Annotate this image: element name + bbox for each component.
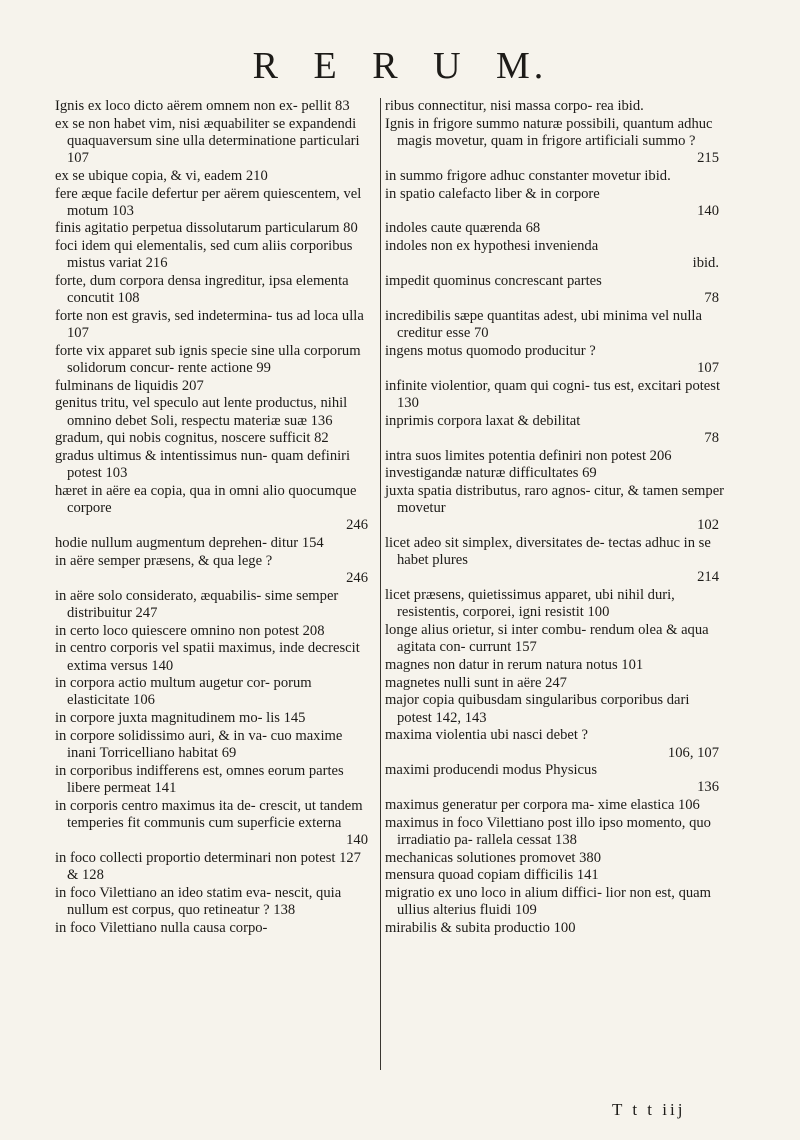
entry-text: in corpore juxta magnitudinem mo- lis 145	[55, 710, 306, 727]
entry-page-ref: 78	[704, 429, 719, 446]
entry-text: hæret in aëre ea copia, qua in omni alio quocumque corpore	[55, 482, 357, 517]
index-entry	[385, 413, 725, 447]
entry-text: gradum, qui nobis cognitus, noscere sufficit 82	[55, 430, 329, 447]
index-entry	[385, 675, 725, 692]
index-entry	[55, 588, 374, 622]
entry-text: in aëre solo considerato, æquabilis- sime semper distribuitur 247	[55, 587, 339, 621]
index-entry	[55, 535, 374, 552]
index-entry	[385, 535, 725, 587]
entry-text: forte, dum corpora densa ingreditur, ipsa elementa concutit 108	[55, 273, 349, 307]
entry-page-ref: ibid.	[692, 255, 719, 272]
index-entry	[55, 430, 374, 447]
entry-page-ref: 136	[697, 779, 719, 796]
index-entry	[55, 640, 374, 674]
index-entry	[385, 885, 725, 919]
entry-text: mensura quoad copiam difficilis 141	[385, 867, 599, 884]
entry-text: in aëre semper præsens, & qua lege ?	[55, 552, 273, 569]
entry-text: forte vix apparet sub ignis specie sine ulla corporum solidorum concur- rente actione 99	[55, 342, 361, 377]
entry-text: investigandæ naturæ difficultates 69	[385, 465, 597, 482]
entry-text: in corporis centro maximus ita de- crescit, ut tandem temperies fit communis cum superficie externa	[55, 797, 363, 831]
index-entry	[385, 622, 725, 656]
index-entry	[55, 850, 374, 884]
entry-text: intra suos limites potentia definiri non potest 206	[385, 447, 672, 464]
index-entry	[55, 728, 374, 762]
signature-mark: T t t iij	[612, 1100, 686, 1119]
index-entry	[55, 483, 374, 535]
index-entry	[385, 762, 725, 796]
index-entry	[385, 98, 725, 115]
entry-page-ref: 106, 107	[667, 744, 719, 761]
index-entry	[55, 623, 374, 640]
entry-text: inprimis corpora laxat & debilitat	[385, 412, 581, 429]
entry-text: in certo loco quiescere omnino non potest 208	[55, 622, 325, 639]
index-entry	[55, 885, 374, 919]
entry-text: fere æque facile defertur per aërem quiescentem, vel motum 103	[55, 185, 362, 219]
index-entry	[385, 465, 725, 482]
entry-text: forte non est gravis, sed indetermina- tus ad loca ulla 107	[55, 307, 364, 342]
entry-text: ingens motus quomodo producitur ?	[385, 342, 596, 359]
entry-text: major copia quibusdam singularibus corporibus dari potest 142, 143	[385, 692, 690, 726]
entry-page-ref: 107	[697, 360, 719, 377]
index-entry	[55, 553, 374, 587]
entry-text: licet adeo sit simplex, diversitates de- tectas adhuc in se habet plures	[385, 535, 711, 569]
entry-text: maximus generatur per corpora ma- xime elastica 106	[385, 797, 700, 814]
entry-text: magnetes nulli sunt in aëre 247	[385, 674, 567, 691]
entry-text: migratio ex uno loco in alium diffici- lior non est, quam ullius alterius fluidi 109	[385, 885, 712, 919]
entry-text: in summo frigore adhuc constanter movetur ibid.	[385, 167, 671, 184]
entry-text: mirabilis & subita productio 100	[385, 920, 576, 937]
index-entry	[55, 448, 374, 482]
index-entry	[385, 343, 725, 377]
index-entry	[385, 220, 725, 237]
index-entry	[385, 116, 725, 168]
page-header: R E R U M.	[252, 45, 548, 87]
entry-text: maximi producendi modus Physicus	[385, 762, 598, 779]
index-entry	[385, 448, 725, 465]
index-entry	[385, 186, 725, 220]
entry-page-ref: 246	[346, 569, 368, 586]
index-entry	[385, 238, 725, 272]
index-entry	[55, 220, 374, 237]
index-entry	[55, 710, 374, 727]
entry-text: maxima violentia ubi nasci debet ?	[385, 727, 589, 744]
index-entry	[385, 692, 725, 726]
entry-text: foci idem qui elementalis, sed cum aliis corporibus mistus variat 216	[55, 238, 353, 272]
index-entry	[385, 920, 725, 937]
entry-text: fulminans de liquidis 207	[55, 377, 204, 394]
entry-text: finis agitatio perpetua dissolutarum particularum 80	[55, 220, 358, 237]
entry-text: in foco Vilettiano an ideo statim eva- nescit, quia nullum est corpus, quo retineatur ? 138	[55, 884, 342, 918]
entry-text: in foco collecti proportio determinari non potest 127 & 128	[55, 849, 361, 883]
entry-text: in corpora actio multum augetur cor- porum elasticitate 106	[55, 675, 312, 709]
entry-text: infinite violentior, quam qui cogni- tus est, excitari potest 130	[385, 377, 721, 411]
entry-text: longe alius orietur, si inter combu- rendum olea & aqua agitata con- currunt 157	[385, 622, 709, 656]
index-entry	[385, 727, 725, 761]
index-entry	[55, 308, 374, 342]
entry-text: gradus ultimus & intentissimus nun- quam definiri potest 103	[55, 448, 351, 482]
entry-text: licet præsens, quietissimus apparet, ubi nihil duri, resistentis, corporei, igni resistit 100	[385, 587, 675, 621]
index-entry	[385, 168, 725, 185]
entry-text: mechanicas solutiones promovet 380	[385, 849, 602, 866]
entry-text: ex se ubique copia, & vi, eadem 210	[55, 167, 268, 184]
entry-text: in corpore solidissimo auri, & in va- cuo maxime inani Torricelliano habitat 69	[55, 727, 343, 762]
index-entry	[385, 273, 725, 307]
index-entry	[55, 395, 374, 429]
entry-text: impedit quominus concrescant partes	[385, 273, 602, 290]
index-entry	[55, 116, 374, 168]
entry-text: Ignis ex loco dicto aërem omnem non ex- pellit 83	[55, 98, 350, 114]
entry-page-ref: 214	[697, 569, 719, 586]
index-entry	[385, 587, 725, 621]
entry-text: in centro corporis vel spatii maximus, inde decrescit extima versus 140	[55, 640, 360, 674]
index-entry	[385, 850, 725, 867]
entry-text: maximus in foco Vilettiano post illo ipso momento, quo irradiatio pa- rallela cessat 138	[385, 814, 711, 849]
entry-page-ref: 215	[697, 150, 719, 167]
index-entry	[385, 378, 725, 412]
index-entry	[55, 238, 374, 272]
index-entry	[55, 186, 374, 220]
index-entry	[385, 308, 725, 342]
entry-text: ex se non habet vim, nisi æquabiliter se expandendi quaquaversum sine ulla determinatione particulari 107	[55, 115, 360, 167]
entry-text: incredibilis sæpe quantitas adest, ubi minima vel nulla creditur esse 70	[385, 307, 702, 342]
entry-page-ref: 102	[697, 517, 719, 534]
index-entry	[55, 378, 374, 395]
left-column	[55, 98, 381, 1070]
entry-page-ref: 140	[346, 832, 368, 849]
entry-text: indoles non ex hypothesi invenienda	[385, 238, 599, 255]
right-column	[385, 98, 725, 938]
index-entry	[55, 168, 374, 185]
entry-text: magnes non datur in rerum natura notus 101	[385, 657, 644, 673]
index-entry	[55, 920, 374, 937]
index-entry	[385, 867, 725, 884]
index-entry	[385, 815, 725, 849]
entry-text: hodie nullum augmentum deprehen- ditur 154	[55, 535, 324, 552]
index-entry	[385, 797, 725, 814]
entry-text: in corporibus indifferens est, omnes eorum partes libere permeat 141	[55, 762, 344, 796]
index-entry	[55, 675, 374, 709]
entry-text: juxta spatia distributus, raro agnos- citur, & tamen semper movetur	[385, 482, 725, 517]
index-entry	[55, 798, 374, 850]
index-entry	[55, 98, 374, 115]
index-entry	[385, 483, 725, 535]
entry-page-ref: 246	[346, 517, 368, 534]
entry-text: in foco Vilettiano nulla causa corpo-	[55, 919, 268, 936]
entry-page-ref: 140	[697, 202, 719, 219]
index-entry	[55, 343, 374, 377]
index-entry	[55, 273, 374, 307]
entry-text: in spatio calefacto liber & in corpore	[385, 185, 600, 202]
entry-text: genitus tritu, vel speculo aut lente productus, nihil omnino debet Soli, respectu materiæ suæ 136	[55, 395, 348, 429]
entry-page-ref: 78	[704, 290, 719, 307]
entry-text: ribus connectitur, nisi massa corpo- rea ibid.	[385, 98, 644, 114]
entry-text: Ignis in frigore summo naturæ possibili, quantum adhuc magis movetur, quam in frigore artificiali summo ?	[385, 115, 713, 149]
entry-text: indoles caute quærenda 68	[385, 220, 541, 237]
index-entry	[55, 763, 374, 797]
index-entry	[385, 657, 725, 674]
